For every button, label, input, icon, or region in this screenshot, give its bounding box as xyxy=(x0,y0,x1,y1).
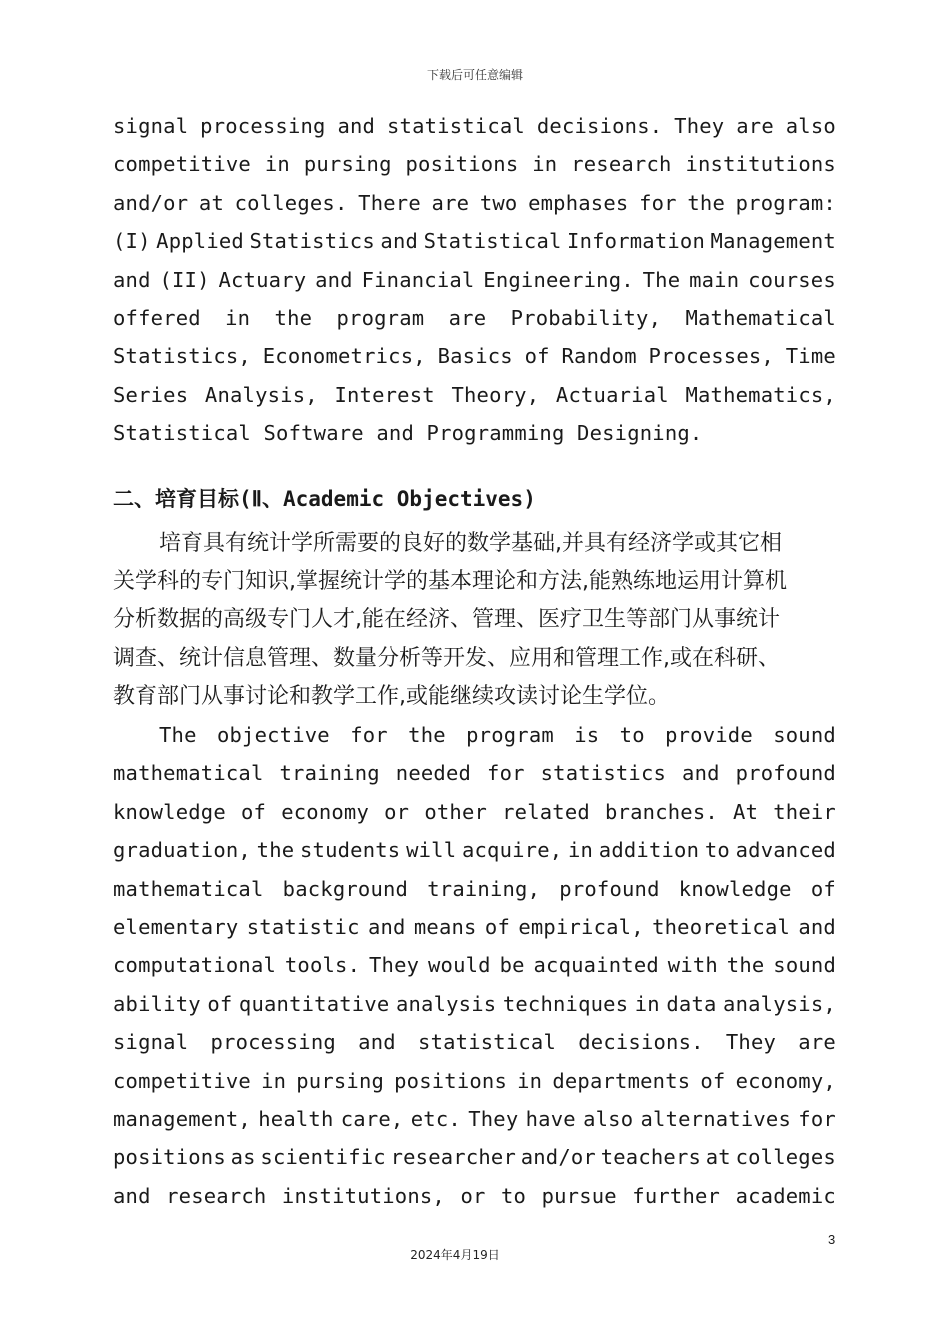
text-line: Statistics, Econometrics, Basics of Random Processes, Time xyxy=(113,344,836,369)
paragraph-chinese xyxy=(113,525,836,716)
text-line: offered in the program are Probability, Mathematical xyxy=(113,306,836,331)
text-line: and (II) Actuary and Financial Engineering. The main courses xyxy=(113,267,836,292)
text-line: 调查、统计信息管理、数量分析等开发、应用和管理工作,或在科研、 xyxy=(113,645,780,671)
paragraph-english-2 xyxy=(113,716,836,1215)
page-number: 3 xyxy=(828,1232,836,1247)
text-line: mathematical background training, profound knowledge of xyxy=(113,876,836,901)
text-line: competitive in pursing positions in research institutions xyxy=(113,152,836,177)
text-line: graduation, the students will acquire, in addition to advanced xyxy=(113,838,836,863)
text-line: 教育部门从事讨论和教学工作,或能继续攻读讨论生学位。 xyxy=(113,683,670,709)
text-line: management, health care, etc. They have also alternatives for xyxy=(113,1107,836,1132)
text-line: elementary statistic and means of empirical, theoretical and xyxy=(113,915,836,940)
text-line: and research institutions, or to pursue further academic xyxy=(113,1183,836,1208)
text-line: 关学科的专门知识,掌握统计学的基本理论和方法,能熟练地运用计算机 xyxy=(113,569,787,595)
paragraph-english-1 xyxy=(113,107,836,453)
text-line: signal processing and statistical decisions. They are xyxy=(113,1030,836,1055)
text-line: signal processing and statistical decisions. They are also xyxy=(113,114,836,138)
section-heading: 二、培育目标(Ⅱ、Academic Objectives) xyxy=(113,487,536,511)
text-line: 培育具有统计学所需要的良好的数学基础,并具有经济学或其它相 xyxy=(159,531,782,556)
text-line: positions as scientific researcher and/or teachers at colleges xyxy=(113,1145,836,1170)
text-line: (I) Applied Statistics and Statistical Information Management xyxy=(113,229,836,254)
text-line: competitive in pursing positions in departments of economy, xyxy=(113,1068,836,1093)
text-line: and/or at colleges. There are two emphases for the program: xyxy=(113,190,836,215)
text-line: Statistical Software and Programming Designing. xyxy=(113,421,703,446)
text-line: The objective for the program is to provide sound xyxy=(159,723,836,747)
text-line: mathematical training needed for statistics and profound xyxy=(113,761,836,786)
text-line: Series Analysis, Interest Theory, Actuarial Mathematics, xyxy=(113,382,836,407)
page-header: 下载后可任意编辑 xyxy=(426,68,523,82)
text-line: 分析数据的高级专门人才,能在经济、管理、医疗卫生等部门从事统计 xyxy=(113,607,780,633)
text-line: ability of quantitative analysis techniques in data analysis, xyxy=(113,991,836,1016)
text-line: knowledge of economy or other related branches. At their xyxy=(113,799,836,824)
page-footer-date: 2024年4月19日 xyxy=(410,1248,500,1262)
text-line: computational tools. They would be acquainted with the sound xyxy=(113,953,836,978)
